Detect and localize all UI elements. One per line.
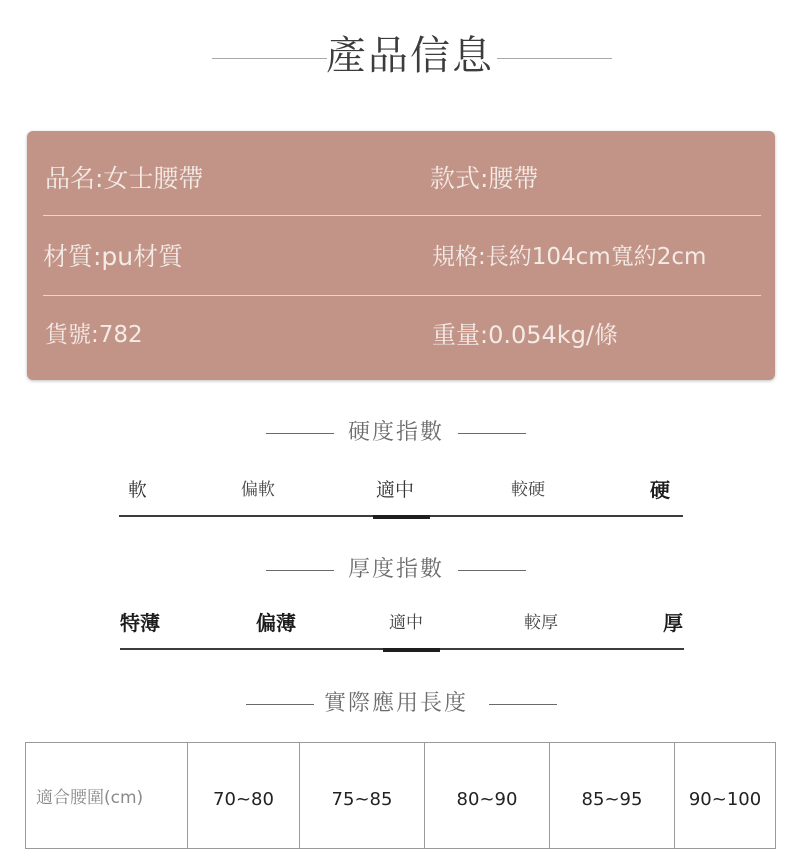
thickness-label-thick: 厚 (663, 611, 683, 635)
product-info-panel (27, 131, 775, 380)
heading-rule (458, 570, 526, 571)
hardness-heading (0, 418, 800, 448)
table-cell: 75~85 (300, 743, 425, 849)
title-right-rule (497, 58, 612, 59)
page-title: 產品信息 (326, 33, 494, 79)
table-row (26, 743, 776, 849)
info-divider (43, 215, 761, 216)
hardness-label-slightly-soft: 偏軟 (241, 480, 275, 500)
hardness-label-hard: 硬 (650, 478, 670, 502)
heading-rule (266, 433, 334, 434)
heading-rule (266, 570, 334, 571)
thickness-selected-marker (383, 648, 440, 652)
product-info-title (0, 28, 800, 84)
thickness-title: 厚度指數 (347, 557, 444, 582)
product-style: 款式:腰帶 (430, 164, 539, 193)
hardness-selected-marker (373, 515, 430, 519)
length-table (25, 742, 776, 849)
hardness-label-slightly-hard: 較硬 (511, 480, 545, 500)
heading-rule (489, 704, 557, 705)
thickness-label-slightly-thick: 較厚 (524, 613, 558, 633)
product-material: 材質:pu材質 (43, 242, 184, 271)
hardness-scale (119, 477, 683, 517)
length-title: 實際應用長度 (323, 691, 468, 716)
info-divider (43, 295, 761, 296)
product-name: 品名:女士腰帶 (45, 164, 204, 193)
thickness-label-slightly-thin: 偏薄 (256, 611, 296, 635)
table-cell: 85~95 (550, 743, 675, 849)
thickness-label-very-thin: 特薄 (120, 611, 160, 635)
product-spec: 規格:長約104cm寬約2cm (432, 244, 707, 270)
hardness-title: 硬度指數 (347, 420, 444, 445)
table-cell: 70~80 (188, 743, 300, 849)
hardness-label-soft: 軟 (128, 479, 148, 501)
table-cell: 80~90 (425, 743, 550, 849)
product-weight: 重量:0.054kg/條 (432, 321, 619, 349)
length-heading (0, 689, 800, 719)
hardness-label-medium: 適中 (376, 479, 415, 501)
waist-size-header: 適合腰圍(cm) (26, 743, 188, 849)
thickness-heading (0, 555, 800, 585)
thickness-scale (120, 610, 684, 650)
thickness-label-medium: 適中 (389, 613, 423, 633)
product-item-number: 貨號:782 (45, 322, 143, 348)
table-cell: 90~100 (675, 743, 776, 849)
heading-rule (458, 433, 526, 434)
heading-rule (246, 704, 314, 705)
